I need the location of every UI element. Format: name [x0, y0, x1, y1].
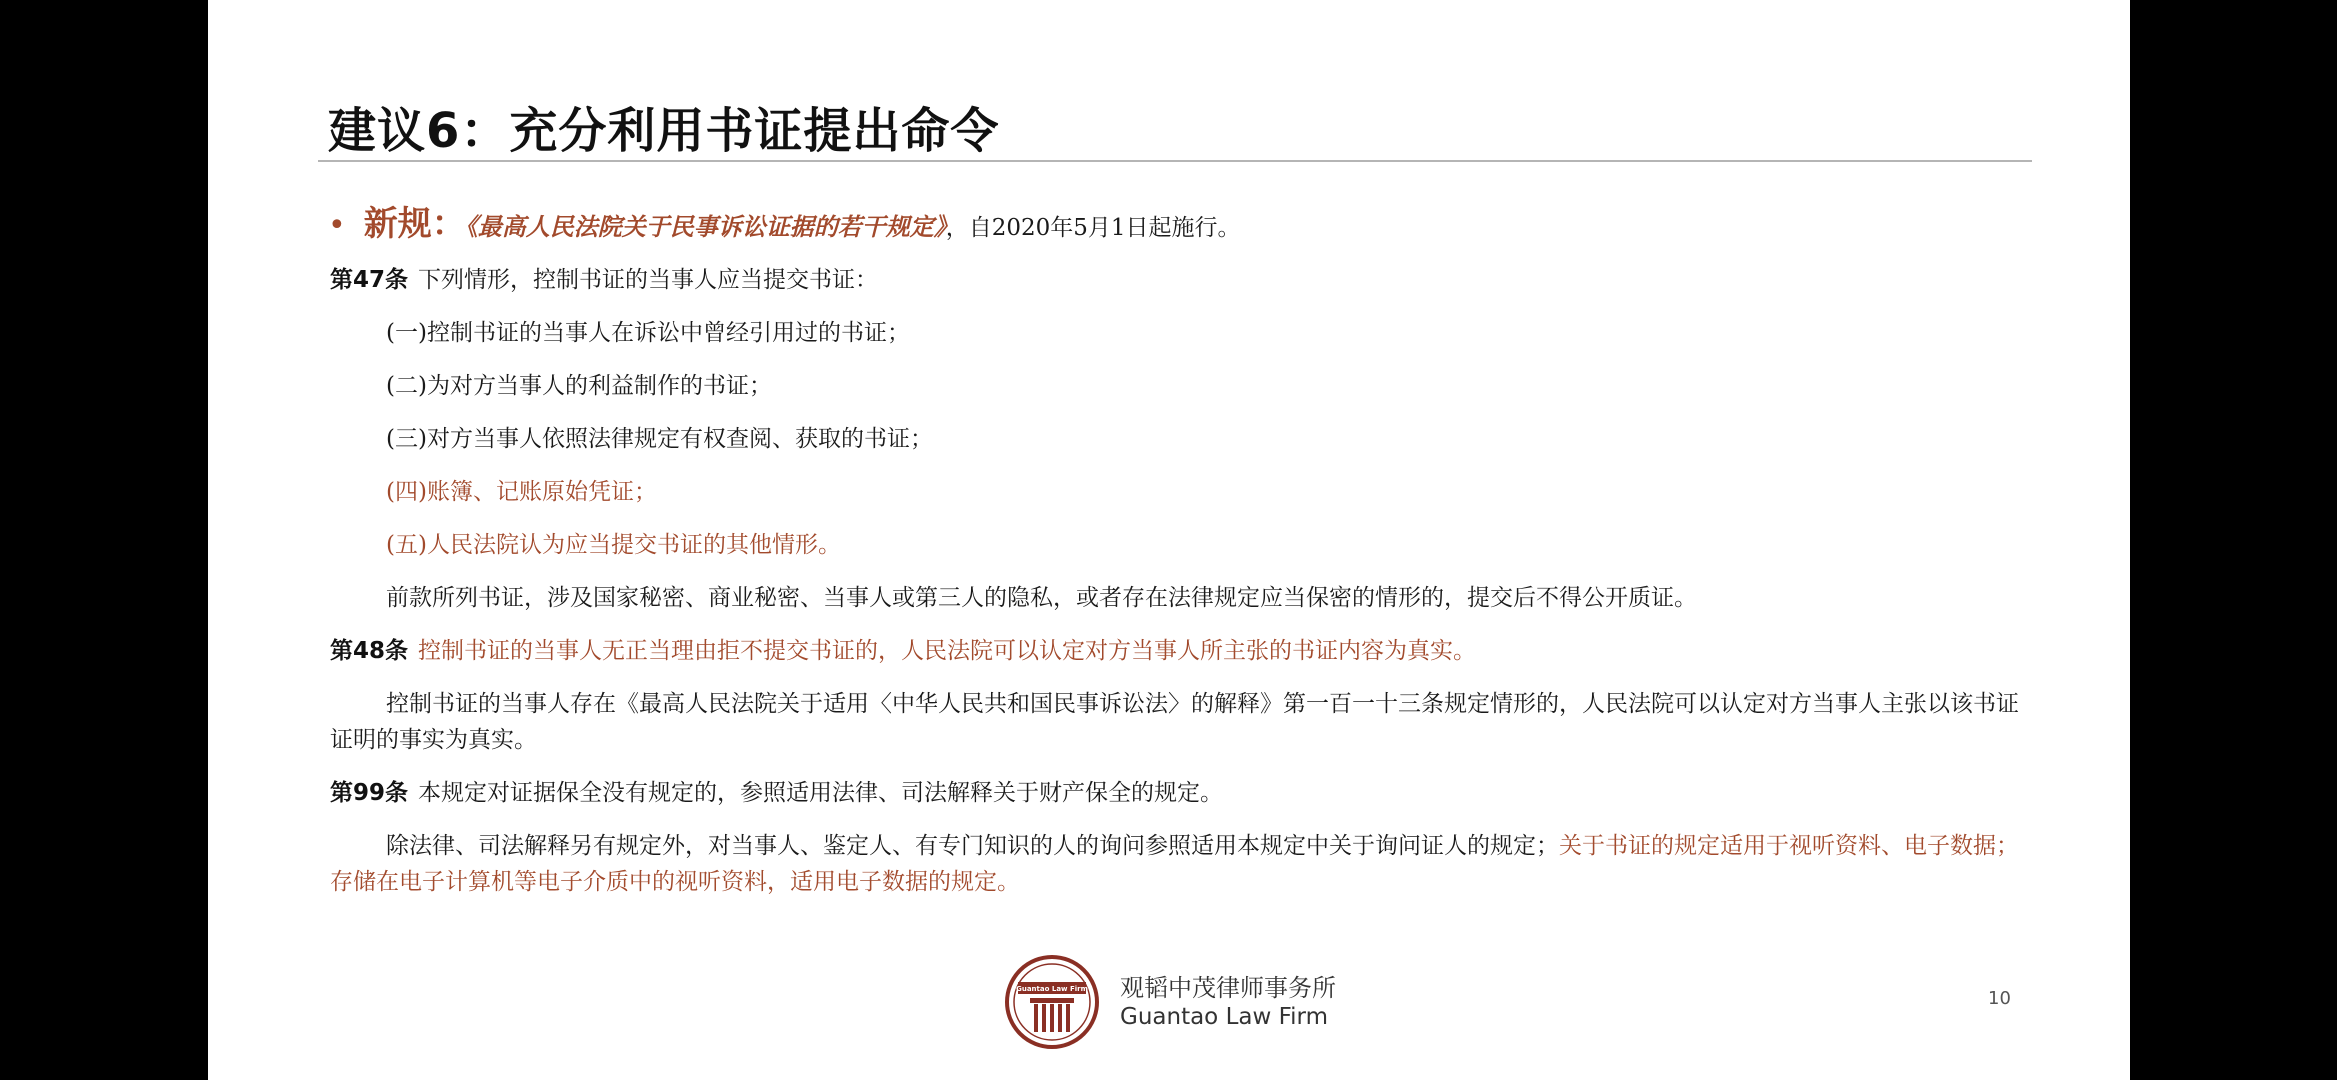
- article-label: 第47条: [330, 267, 409, 293]
- paragraph-text: 本规定对证据保全没有规定的，参照适用法律、司法解释关于财产保全的规定。: [418, 780, 1224, 806]
- list-item: (一)控制书证的当事人在诉讼中曾经引用过的书证；: [386, 320, 910, 346]
- list-item-highlighted: (四)账簿、记账原始凭证；: [386, 479, 657, 505]
- list-item-highlighted: (五)人民法院认为应当提交书证的其他情形。: [386, 532, 841, 558]
- slide-title: 建议6：充分利用书证提出命令: [328, 103, 1000, 159]
- effective-date-text: ，自2020年5月1日起施行。: [945, 215, 1241, 241]
- firm-name-en: Guantao Law Firm: [1120, 1004, 1328, 1030]
- slide: [208, 0, 2130, 1080]
- paragraph-text: 前款所列书证，涉及国家秘密、商业秘密、当事人或第三人的隐私，或者存在法律规定应当保密的情形的，提交后不得公开质证。: [386, 585, 1697, 611]
- paragraph-text-highlighted: 控制书证的当事人无正当理由拒不提交书证的，人民法院可以认定对方当事人所主张的书证内容为真实。: [418, 638, 1477, 664]
- firm-name-cn: 观韬中茂律师事务所: [1120, 974, 1336, 1002]
- new-rule-bullet: [328, 196, 1241, 245]
- paragraph-text: 下列情形，控制书证的当事人应当提交书证：: [418, 267, 879, 293]
- article-48-paragraph: [330, 633, 2020, 669]
- paragraph-text: 除法律、司法解释另有规定外，对当事人、鉴定人、有专门知识的人的询问参照适用本规定中关于询问证人的规定；: [386, 833, 1559, 859]
- title-divider: [318, 160, 2032, 162]
- slide-body: [330, 262, 2020, 917]
- paragraph-mixed: [330, 828, 2020, 900]
- paragraph-text-highlighted: 关于书证的规定适用于视听资料、电子数据；存储在电子计算机等电子介质中的视听资料，适用电子数据的规定。: [330, 833, 2019, 895]
- list-item: (二)为对方当事人的利益制作的书证；: [386, 373, 772, 399]
- article-99-paragraph: [330, 775, 2020, 811]
- page-number: 10: [1988, 988, 2011, 1009]
- paragraph-text: 控制书证的当事人存在《最高人民法院关于适用〈中华人民共和国民事诉讼法〉的解释》第一百一十三条规定情形的，人民法院可以认定对方当事人主张以该书证证明的事实为真实。: [330, 691, 2019, 753]
- firm-logo: [1004, 954, 1100, 1050]
- bullet-dot-icon: •: [328, 208, 346, 243]
- law-title: 《最高人民法院关于民事诉讼证据的若干规定》: [465, 212, 946, 241]
- article-47-paragraph: [330, 262, 2020, 298]
- logo-text: Guantao Law Firm: [1016, 985, 1088, 993]
- list-item: (三)对方当事人依照法律规定有权查阅、获取的书证；: [386, 426, 933, 452]
- article-label: 第99条: [330, 780, 409, 806]
- new-rule-label: 新规：: [363, 204, 466, 244]
- article-label: 第48条: [330, 638, 409, 664]
